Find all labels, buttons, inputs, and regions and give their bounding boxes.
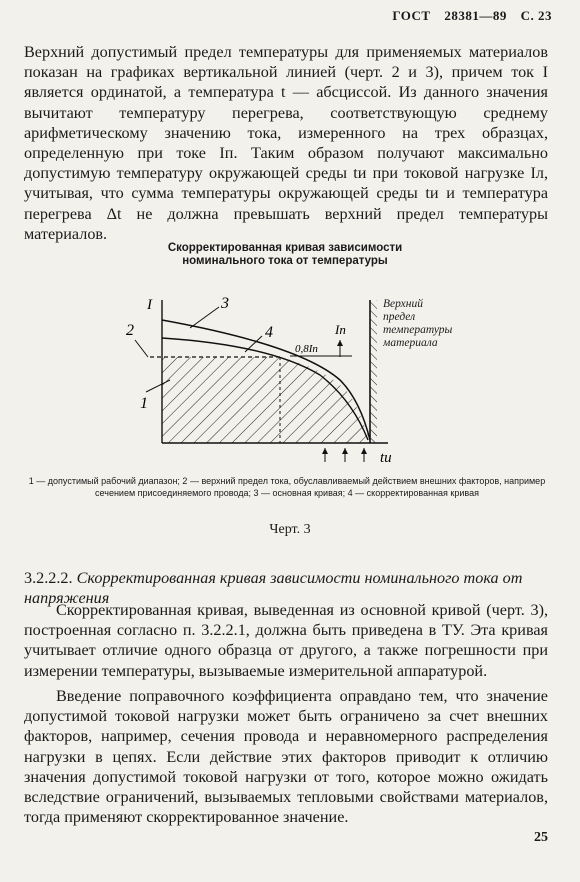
standard-number: 28381—89 bbox=[444, 8, 507, 23]
curve-label-1: 1 bbox=[140, 395, 148, 412]
operating-region bbox=[162, 357, 370, 443]
figure-title: Скорректированная кривая зависимости номинального тока от температуры bbox=[167, 242, 403, 267]
standard-label: ГОСТ bbox=[392, 8, 431, 23]
curve-label-2: 2 bbox=[126, 322, 134, 339]
figure-caption: 1 — допустимый рабочий диапазон; 2 — верхний предел тока, обуславливаемый действием внешних факторов, например сечением присоединяемого провода; 3 — основная кривая; 4 — скорректированная кривая bbox=[28, 476, 546, 498]
paragraph-2: Скорректированная кривая, выведенная из основной кривой (черт. 3), построенная согласно п. 3.2.2.1, должна быть приведена в ТУ. Эта кривая учитывает отличие одного образца от другого, а также погрешности при измерении температуры, вызываемые измерительной аппаратурой. bbox=[24, 601, 548, 680]
intro-paragraph: Верхний допустимый предел температуры для применяемых материалов показан на графиках вертикальной линией (черт. 2 и 3), причем ток I является ординатой, а температура t — абсциссой. Из данного значения вычитают температуру перегрева, соответствующую среднему арифметическому значению тока, измеренного на трех образцах, определенную при токе Iп. Таким образом получают максимально допустимую температуру окружающей среды tи при токовой нагрузке Iл, учитывая, что сумма температуры окружающей среды tи и температура перегрева Δt не должна превышать верхний предел температуры материалов. bbox=[24, 43, 548, 243]
ratio-label: 0,8Iп bbox=[295, 343, 318, 355]
in-label: Iп bbox=[335, 322, 346, 337]
page-number: 25 bbox=[534, 830, 548, 845]
section-number: 3.2.2.2. bbox=[24, 569, 73, 587]
page-ref: С. 23 bbox=[520, 8, 552, 23]
curve-label-3: 3 bbox=[221, 295, 229, 312]
limit-label: Верхний предел температуры материала bbox=[383, 298, 453, 349]
x-axis-label: tи bbox=[380, 450, 392, 466]
limit-wall-hatch bbox=[370, 300, 377, 443]
figure-label: Черт. 3 bbox=[269, 522, 311, 537]
y-axis-label: I bbox=[147, 297, 152, 313]
section-title: Скорректированная кривая зависимости номинального тока от напряжения bbox=[24, 569, 523, 607]
paragraph-3: Введение поправочного коэффициента оправдано тем, что значение допустимой токовой нагрузки может быть ограничено за счет внешних факторов, например, сечения провода и неравномерного распределения нагрузки в цепях. Если действие этих факторов приводит к отличию значения допустимой токовой нагрузки от того, которое можно ожидать вследствие ограничений, вызываемых тепловыми свойствами материалов, тогда применяют скорректированное значение. bbox=[24, 687, 548, 827]
curve-label-4: 4 bbox=[265, 324, 273, 341]
